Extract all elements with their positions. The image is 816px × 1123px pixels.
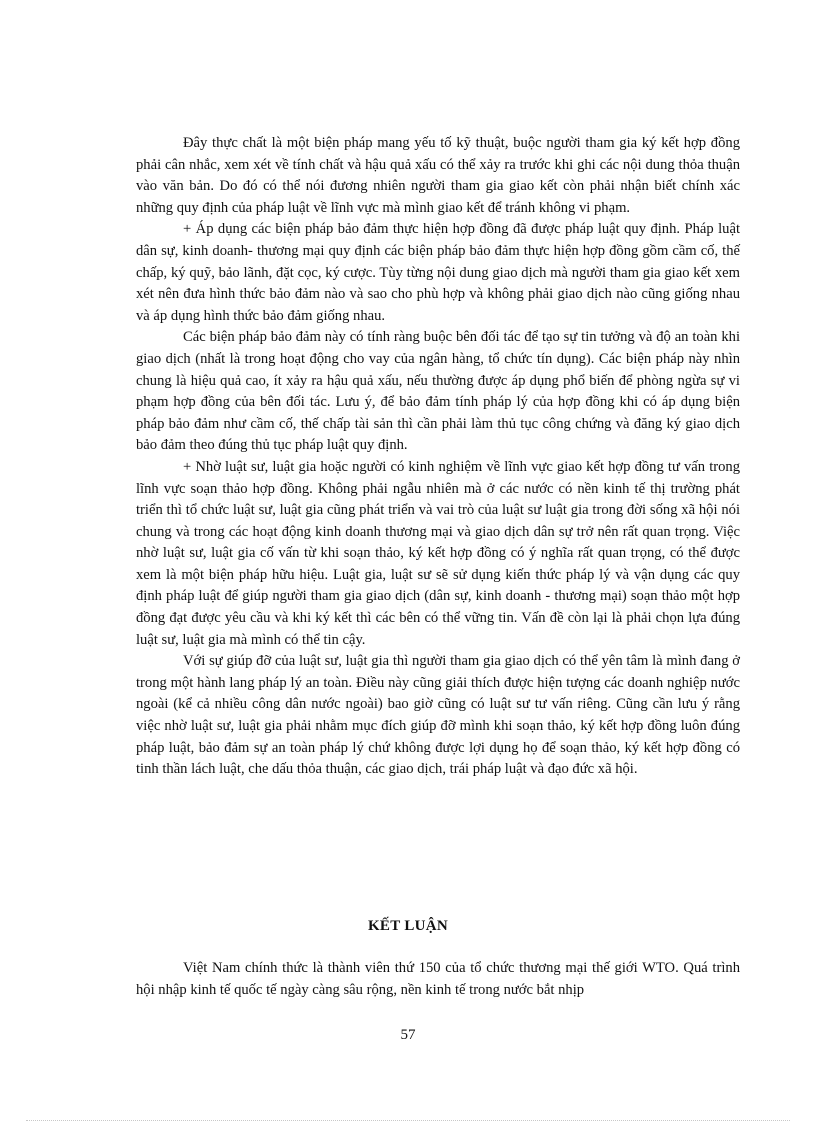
paragraph-5: Với sự giúp đỡ của luật sư, luật gia thì người tham gia giao dịch có thể yên tâm là mình đang ở trong một hành lang pháp lý an toàn. Điều này cũng giải thích được hiện tượng các doanh nghiệp nước ngoài (kể cả nhiều công dân nước ngoài) bao giờ cũng có luật sư tư vấn riêng. Cũng cần lưu ý rằng việc nhờ luật sư, luật gia phải nhằm mục đích giúp đỡ mình khi soạn thảo, ký kết hợp đồng luôn đúng pháp luật, bảo đảm sự an toàn pháp lý chứ không được lợi dụng họ để soạn thảo, ký kết hợp đồng có tinh thần lách luật, che dấu thỏa thuận, các giao dịch, trái pháp luật và đạo đức xã hội.: [136, 653, 740, 778]
paragraph-4: + Nhờ luật sư, luật gia hoặc người có kinh nghiệm về lĩnh vực giao kết hợp đồng tư vấn trong lĩnh vực soạn thảo hợp đồng. Không phải ngẫu nhiên mà ở các nước có nền kinh tế thị trường phát triển thì tổ chức luật sư, luật gia cũng phát triển và vai trò của luật sư luật gia trong đời sống xã hội nói chung và trong các hoạt động kinh doanh thương mại và giao dịch dân sự trở nên rất quan trọng. Việc nhờ luật sư, luật gia cố vấn từ khi soạn thảo, ký kết hợp đồng có ý nghĩa rất quan trọng, có thể được xem là một biện pháp hữu hiệu. Luật gia, luật sư sẽ sử dụng kiến thức pháp lý và vận dụng các quy định pháp luật để giúp người tham gia giao dịch (dân sự, kinh doanh - thương mại) soạn thảo một hợp đồng đạt được yêu cầu và khi ký kết thì các bên có thể vững tin. Vấn đề còn lại là phải chọn lựa đúng luật sư, luật gia mà mình có thể tin cậy.: [136, 458, 740, 648]
page-number: 57: [400, 1027, 416, 1043]
page-bottom-divider: [26, 1120, 790, 1121]
paragraph-1: Đây thực chất là một biện pháp mang yếu tố kỹ thuật, buộc người tham gia ký kết hợp đồng phải cân nhắc, xem xét về tính chất và hậu quả xấu có thể xảy ra trước khi ghi các nội dung thỏa thuận vào văn bản. Do đó có thể nói đương nhiên người tham gia giao kết còn phải nhận biết chính xác những quy định của pháp luật về lĩnh vực mà mình giao kết để tránh không vi phạm.: [136, 135, 740, 216]
body-text: [136, 133, 740, 781]
closing-text: [136, 958, 740, 1001]
section-heading: KẾT LUẬN: [367, 918, 449, 934]
paragraph-2: + Áp dụng các biện pháp bảo đảm thực hiện hợp đồng đã được pháp luật quy định. Pháp luật dân sự, kinh doanh- thương mại quy định các biện pháp bảo đảm thực hiện hợp đồng gồm cầm cố, thế chấp, ký quỹ, bảo lãnh, đặt cọc, ký cược. Tùy từng nội dung giao dịch mà người tham gia giao kết xem xét nên đưa hình thức bảo đảm nào và sao cho phù hợp và không phải giao dịch nào cũng giống nhau và áp dụng hình thức bảo đảm giống nhau.: [136, 221, 740, 324]
paragraph-3: Các biện pháp bảo đảm này có tính ràng buộc bên đối tác để tạo sự tin tưởng và độ an toàn khi giao dịch (nhất là trong hoạt động cho vay của ngân hàng, tổ chức tín dụng). Các biện pháp này nhìn chung là hiệu quả cao, ít xảy ra hậu quả xấu, nếu thường được áp dụng phổ biến để phòng ngừa sự vi phạm hợp đồng của bên đối tác. Lưu ý, để bảo đảm tính pháp lý của hợp đồng khi có áp dụng biện pháp bảo đảm như cầm cố, thế chấp tài sản thì cần phải làm thủ tục công chứng và đăng ký giao dịch bảo đảm theo đúng thủ tục pháp luật quy định.: [136, 329, 740, 454]
closing-paragraph: Việt Nam chính thức là thành viên thứ 150 của tổ chức thương mại thế giới WTO. Quá trình hội nhập kinh tế quốc tế ngày càng sâu rộng, nền kinh tế trong nước bắt nhịp: [136, 960, 740, 998]
